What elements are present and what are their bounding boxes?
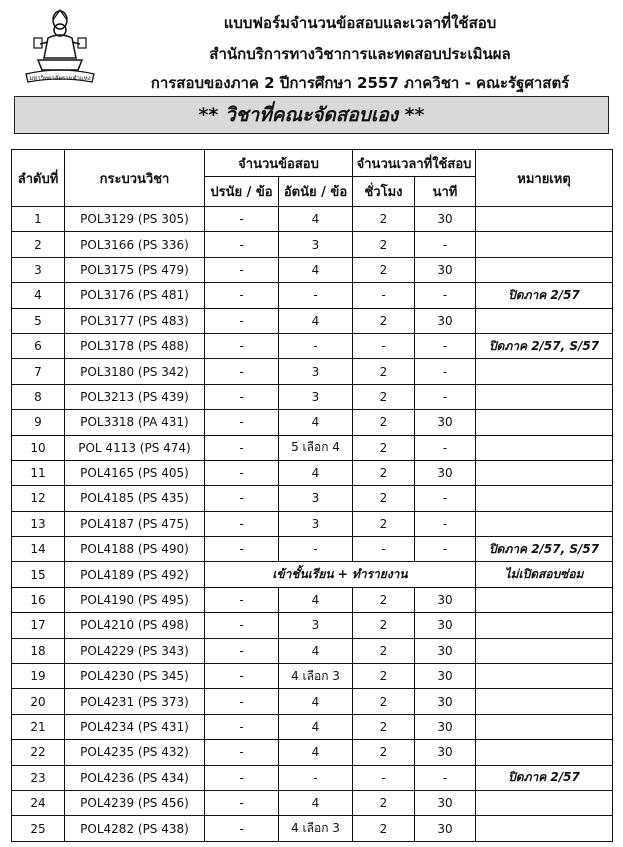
- header-remarks: หมายเหตุ: [476, 150, 613, 207]
- cell-subjective: 4: [279, 257, 353, 282]
- cell-objective: -: [205, 257, 279, 282]
- cell-remark: [476, 638, 613, 663]
- cell-course: POL3176 (PS 481): [65, 283, 205, 308]
- cell-objective: -: [205, 207, 279, 232]
- cell-minutes: -: [415, 359, 476, 384]
- cell-hours: 2: [353, 232, 415, 257]
- cell-seq: 1: [12, 207, 65, 232]
- cell-objective: -: [205, 816, 279, 841]
- cell-hours: 2: [353, 257, 415, 282]
- cell-seq: 17: [12, 613, 65, 638]
- cell-minutes: -: [415, 333, 476, 358]
- cell-seq: 16: [12, 587, 65, 612]
- cell-subjective: 5 เลือก 4: [279, 435, 353, 460]
- table-row: [12, 511, 613, 536]
- university-seal-logo: [18, 8, 102, 88]
- cell-objective: -: [205, 435, 279, 460]
- cell-seq: 3: [12, 257, 65, 282]
- cell-subjective: 4: [279, 714, 353, 739]
- cell-subjective: 4: [279, 689, 353, 714]
- cell-subjective: 4: [279, 790, 353, 815]
- table-row: [12, 435, 613, 460]
- cell-seq: 15: [12, 562, 65, 587]
- cell-course: POL3318 (PA 431): [65, 410, 205, 435]
- cell-course: POL4231 (PS 373): [65, 689, 205, 714]
- cell-seq: 22: [12, 740, 65, 765]
- cell-objective: -: [205, 587, 279, 612]
- cell-course: POL4235 (PS 432): [65, 740, 205, 765]
- cell-remark: [476, 435, 613, 460]
- cell-hours: 2: [353, 714, 415, 739]
- table-row: [12, 562, 613, 587]
- cell-minutes: -: [415, 486, 476, 511]
- cell-hours: 2: [353, 638, 415, 663]
- cell-remark: [476, 308, 613, 333]
- cell-exam-format: เข้าชั้นเรียน + ทำรายงาน: [205, 562, 476, 587]
- cell-seq: 10: [12, 435, 65, 460]
- cell-subjective: 4: [279, 207, 353, 232]
- cell-objective: -: [205, 232, 279, 257]
- table-row: [12, 232, 613, 257]
- cell-objective: -: [205, 511, 279, 536]
- cell-course: POL3175 (PS 479): [65, 257, 205, 282]
- cell-minutes: 30: [415, 816, 476, 841]
- cell-remark: [476, 714, 613, 739]
- cell-seq: 24: [12, 790, 65, 815]
- cell-minutes: 30: [415, 460, 476, 485]
- cell-objective: -: [205, 664, 279, 689]
- cell-seq: 5: [12, 308, 65, 333]
- cell-objective: -: [205, 359, 279, 384]
- cell-course: POL4234 (PS 431): [65, 714, 205, 739]
- table-row: [12, 359, 613, 384]
- cell-hours: 2: [353, 816, 415, 841]
- cell-objective: -: [205, 486, 279, 511]
- cell-subjective: -: [279, 537, 353, 562]
- cell-seq: 4: [12, 283, 65, 308]
- table-row: [12, 384, 613, 409]
- cell-hours: 2: [353, 689, 415, 714]
- table-row: [12, 790, 613, 815]
- table-row: [12, 587, 613, 612]
- cell-seq: 21: [12, 714, 65, 739]
- cell-hours: 2: [353, 384, 415, 409]
- cell-minutes: -: [415, 384, 476, 409]
- cell-subjective: 4: [279, 587, 353, 612]
- cell-remark: [476, 689, 613, 714]
- cell-course: POL3177 (PS 483): [65, 308, 205, 333]
- form-title: แบบฟอร์มจำนวนข้อสอบและเวลาที่ใช้สอบ: [223, 14, 497, 32]
- cell-course: POL4188 (PS 490): [65, 537, 205, 562]
- cell-objective: -: [205, 790, 279, 815]
- cell-subjective: 3: [279, 486, 353, 511]
- cell-remark: [476, 816, 613, 841]
- cell-hours: 2: [353, 207, 415, 232]
- header-time: จำนวนเวลาที่ใช้สอบ: [353, 150, 476, 177]
- cell-minutes: 30: [415, 207, 476, 232]
- cell-course: POL4189 (PS 492): [65, 562, 205, 587]
- section-banner: ** วิชาที่คณะจัดสอบเอง **: [14, 96, 609, 134]
- cell-subjective: -: [279, 765, 353, 790]
- cell-minutes: 30: [415, 740, 476, 765]
- cell-hours: -: [353, 765, 415, 790]
- cell-remark: [476, 613, 613, 638]
- table-row: [12, 333, 613, 358]
- cell-subjective: 3: [279, 384, 353, 409]
- cell-seq: 6: [12, 333, 65, 358]
- cell-objective: -: [205, 333, 279, 358]
- cell-seq: 20: [12, 689, 65, 714]
- cell-minutes: 30: [415, 308, 476, 333]
- cell-minutes: -: [415, 232, 476, 257]
- cell-course: POL4282 (PS 438): [65, 816, 205, 841]
- cell-subjective: -: [279, 283, 353, 308]
- cell-minutes: 30: [415, 257, 476, 282]
- cell-subjective: 4: [279, 410, 353, 435]
- cell-subjective: 3: [279, 511, 353, 536]
- cell-remark: [476, 460, 613, 485]
- cell-objective: -: [205, 765, 279, 790]
- cell-subjective: 3: [279, 232, 353, 257]
- cell-course: POL4190 (PS 495): [65, 587, 205, 612]
- cell-course: POL3166 (PS 336): [65, 232, 205, 257]
- cell-objective: -: [205, 308, 279, 333]
- cell-course: POL3129 (PS 305): [65, 207, 205, 232]
- header-minutes: นาที: [415, 177, 476, 207]
- cell-objective: -: [205, 689, 279, 714]
- cell-minutes: 30: [415, 689, 476, 714]
- cell-hours: 2: [353, 740, 415, 765]
- header-subjective: อัตนัย / ข้อ: [279, 177, 353, 207]
- cell-course: POL4229 (PS 343): [65, 638, 205, 663]
- cell-seq: 11: [12, 460, 65, 485]
- cell-minutes: 30: [415, 410, 476, 435]
- cell-subjective: 3: [279, 613, 353, 638]
- cell-course: POL4165 (PS 405): [65, 460, 205, 485]
- table-row: [12, 613, 613, 638]
- exam-term-info: การสอบของภาค 2 ปีการศึกษา 2557 ภาควิชา - คณะรัฐศาสตร์: [150, 74, 570, 92]
- table-row: [12, 410, 613, 435]
- cell-remark: [476, 664, 613, 689]
- cell-minutes: 30: [415, 664, 476, 689]
- cell-objective: -: [205, 283, 279, 308]
- table-row: [12, 537, 613, 562]
- cell-seq: 7: [12, 359, 65, 384]
- cell-subjective: -: [279, 333, 353, 358]
- table-row: [12, 740, 613, 765]
- cell-course: POL4185 (PS 435): [65, 486, 205, 511]
- cell-course: POL4210 (PS 498): [65, 613, 205, 638]
- cell-hours: 2: [353, 308, 415, 333]
- cell-minutes: -: [415, 511, 476, 536]
- cell-remark: [476, 486, 613, 511]
- cell-hours: 2: [353, 511, 415, 536]
- cell-objective: -: [205, 714, 279, 739]
- cell-subjective: 4 เลือก 3: [279, 664, 353, 689]
- cell-objective: -: [205, 613, 279, 638]
- cell-remark: [476, 207, 613, 232]
- cell-hours: 2: [353, 587, 415, 612]
- cell-hours: 2: [353, 790, 415, 815]
- cell-course: POL4187 (PS 475): [65, 511, 205, 536]
- cell-objective: -: [205, 740, 279, 765]
- cell-seq: 14: [12, 537, 65, 562]
- cell-remark: [476, 587, 613, 612]
- cell-remark: ปิดภาค 2/57, S/57: [476, 333, 613, 358]
- logo-caption: มหาวิทยาลัยรามคำแหง: [29, 75, 91, 82]
- cell-subjective: 4: [279, 740, 353, 765]
- cell-remark: [476, 740, 613, 765]
- cell-seq: 23: [12, 765, 65, 790]
- cell-seq: 25: [12, 816, 65, 841]
- cell-subjective: 4: [279, 308, 353, 333]
- cell-minutes: 30: [415, 790, 476, 815]
- cell-course: POL3180 (PS 342): [65, 359, 205, 384]
- cell-course: POL3213 (PS 439): [65, 384, 205, 409]
- table-row: [12, 207, 613, 232]
- cell-minutes: -: [415, 283, 476, 308]
- cell-course: POL 4113 (PS 474): [65, 435, 205, 460]
- cell-seq: 2: [12, 232, 65, 257]
- cell-remark: ปิดภาค 2/57: [476, 765, 613, 790]
- cell-hours: -: [353, 333, 415, 358]
- cell-minutes: 30: [415, 613, 476, 638]
- cell-subjective: 4 เลือก 3: [279, 816, 353, 841]
- cell-hours: 2: [353, 613, 415, 638]
- cell-course: POL4236 (PS 434): [65, 765, 205, 790]
- cell-objective: -: [205, 537, 279, 562]
- cell-hours: 2: [353, 410, 415, 435]
- table-row: [12, 460, 613, 485]
- cell-course: POL4239 (PS 456): [65, 790, 205, 815]
- cell-objective: -: [205, 410, 279, 435]
- cell-objective: -: [205, 384, 279, 409]
- cell-seq: 8: [12, 384, 65, 409]
- cell-objective: -: [205, 638, 279, 663]
- cell-minutes: -: [415, 765, 476, 790]
- office-name: สำนักบริการทางวิชาการและทดสอบประเมินผล: [209, 45, 511, 63]
- table-row: [12, 714, 613, 739]
- cell-seq: 18: [12, 638, 65, 663]
- cell-seq: 12: [12, 486, 65, 511]
- cell-course: POL4230 (PS 345): [65, 664, 205, 689]
- table-row: [12, 816, 613, 841]
- cell-seq: 19: [12, 664, 65, 689]
- cell-remark: [476, 232, 613, 257]
- cell-hours: 2: [353, 435, 415, 460]
- table-row: [12, 689, 613, 714]
- cell-hours: -: [353, 537, 415, 562]
- table-row: [12, 308, 613, 333]
- cell-remark: ปิดภาค 2/57, S/57: [476, 537, 613, 562]
- cell-minutes: 30: [415, 587, 476, 612]
- header-hours: ชั่วโมง: [353, 177, 415, 207]
- table-row: [12, 664, 613, 689]
- cell-remark: ปิดภาค 2/57: [476, 283, 613, 308]
- table-row: [12, 257, 613, 282]
- cell-remark: [476, 384, 613, 409]
- table-row: [12, 638, 613, 663]
- header-questions: จำนวนข้อสอบ: [205, 150, 353, 177]
- table-row: [12, 486, 613, 511]
- cell-hours: 2: [353, 664, 415, 689]
- cell-subjective: 4: [279, 638, 353, 663]
- cell-subjective: 4: [279, 460, 353, 485]
- table-body: [12, 207, 613, 842]
- exam-schedule-table: [11, 149, 613, 842]
- cell-seq: 9: [12, 410, 65, 435]
- table-row: [12, 765, 613, 790]
- header-objective: ปรนัย / ข้อ: [205, 177, 279, 207]
- cell-course: POL3178 (PS 488): [65, 333, 205, 358]
- cell-remark: [476, 511, 613, 536]
- cell-minutes: -: [415, 435, 476, 460]
- cell-minutes: 30: [415, 638, 476, 663]
- cell-seq: 13: [12, 511, 65, 536]
- table-row: [12, 283, 613, 308]
- cell-remark: ไม่เปิดสอบซ่อม: [476, 562, 613, 587]
- cell-hours: 2: [353, 486, 415, 511]
- header-seq: ลำดับที่: [12, 150, 65, 207]
- cell-hours: -: [353, 283, 415, 308]
- cell-minutes: 30: [415, 714, 476, 739]
- header-course: กระบวนวิชา: [65, 150, 205, 207]
- cell-remark: [476, 410, 613, 435]
- cell-hours: 2: [353, 359, 415, 384]
- cell-hours: 2: [353, 460, 415, 485]
- cell-remark: [476, 359, 613, 384]
- cell-subjective: 3: [279, 359, 353, 384]
- cell-remark: [476, 257, 613, 282]
- cell-minutes: -: [415, 537, 476, 562]
- cell-remark: [476, 790, 613, 815]
- cell-objective: -: [205, 460, 279, 485]
